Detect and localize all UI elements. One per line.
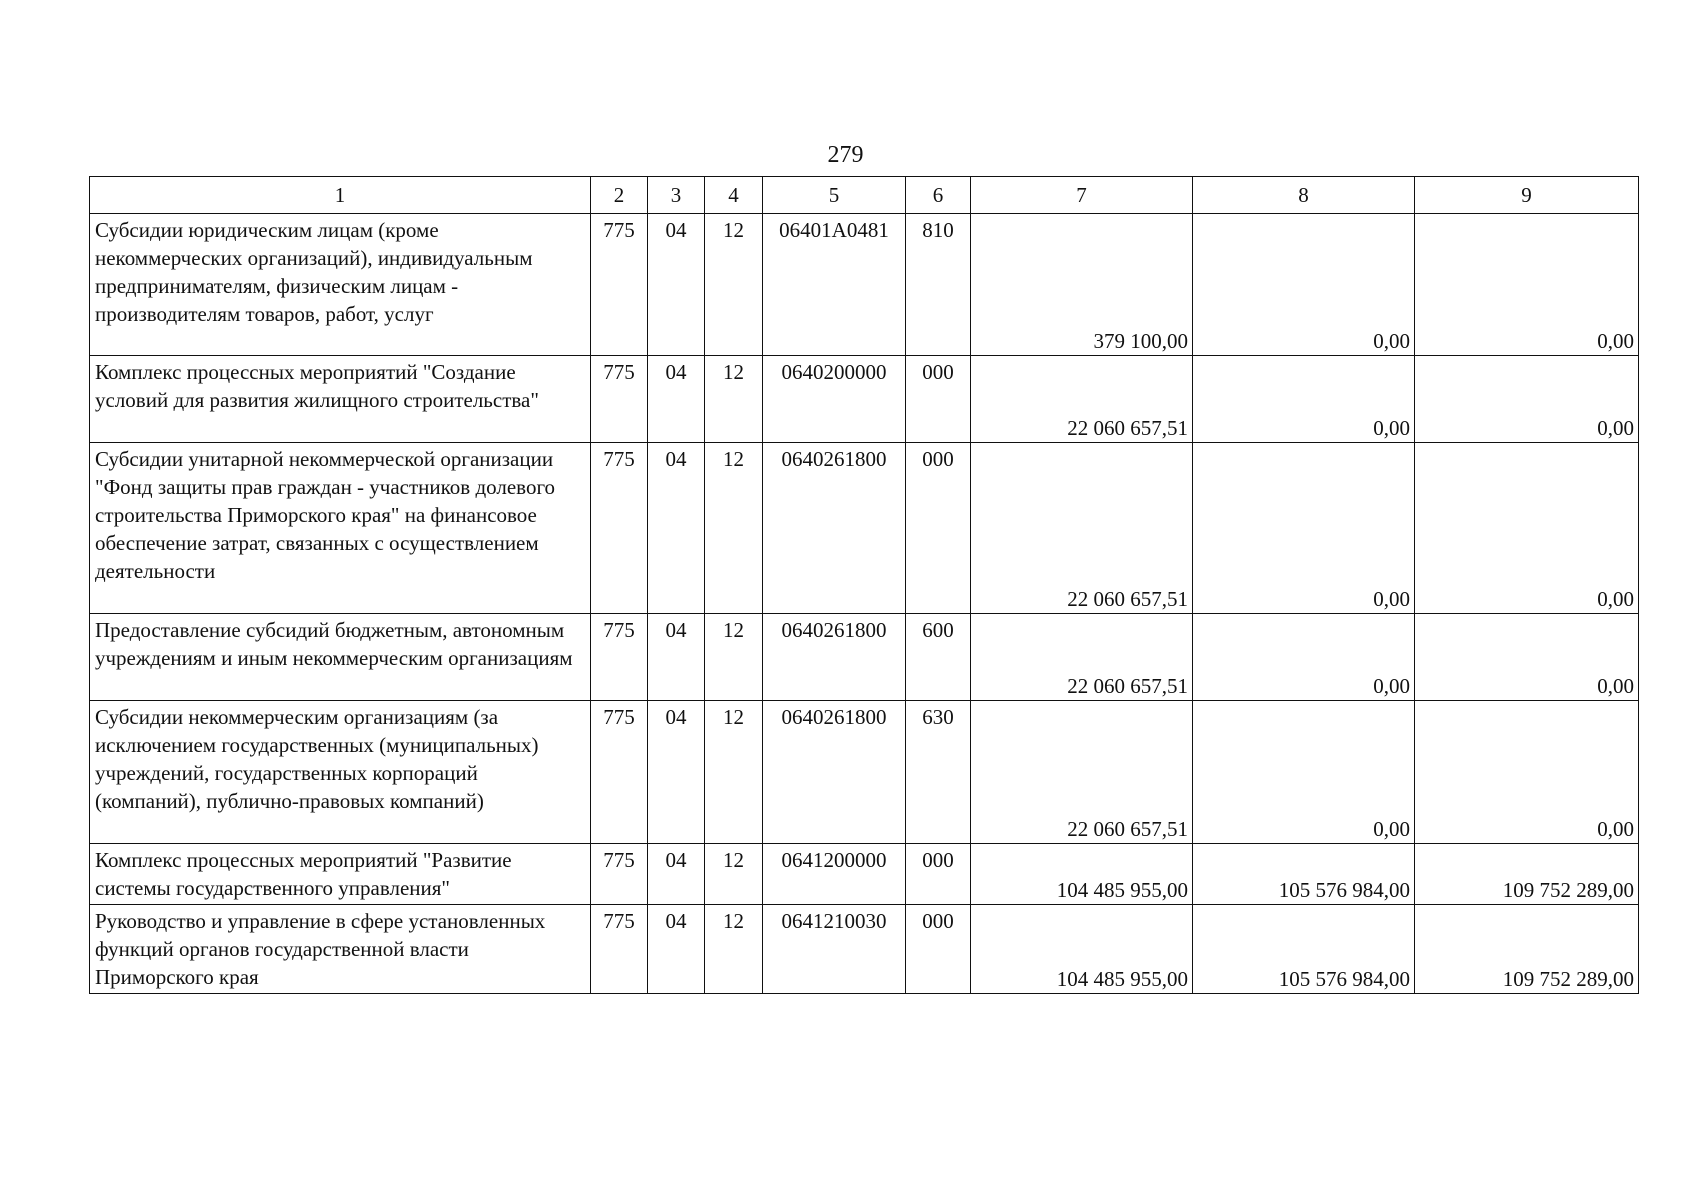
row-code-6: 000	[906, 443, 971, 614]
header-cell: 9	[1415, 177, 1639, 214]
row-code-6: 630	[906, 701, 971, 844]
header-cell: 6	[906, 177, 971, 214]
row-code-3: 04	[648, 905, 705, 994]
table-row	[90, 614, 1639, 701]
table-row	[90, 356, 1639, 443]
row-amount-7: 22 060 657,51	[971, 614, 1193, 701]
row-amount-8: 105 576 984,00	[1193, 844, 1415, 905]
row-amount-7: 22 060 657,51	[971, 443, 1193, 614]
row-code-6: 000	[906, 905, 971, 994]
row-code-4: 12	[705, 614, 763, 701]
row-code-4: 12	[705, 905, 763, 994]
table-row	[90, 905, 1639, 994]
row-code-2: 775	[591, 905, 648, 994]
table-row	[90, 844, 1639, 905]
row-amount-8: 105 576 984,00	[1193, 905, 1415, 994]
table-row	[90, 214, 1639, 356]
row-code-5: 0640261800	[763, 614, 906, 701]
row-amount-8: 0,00	[1193, 214, 1415, 356]
row-code-4: 12	[705, 214, 763, 356]
row-code-6: 600	[906, 614, 971, 701]
row-name: Предоставление субсидий бюджетным, автономным учреждениям и иным некоммерческим организациям	[90, 614, 591, 701]
budget-table	[89, 176, 1639, 994]
row-code-4: 12	[705, 356, 763, 443]
row-name: Субсидии некоммерческим организациям (за исключением государственных (муниципальных) учреждений, государственных корпораций (компаний), публично-правовых компаний)	[90, 701, 591, 844]
row-amount-7: 104 485 955,00	[971, 905, 1193, 994]
row-amount-8: 0,00	[1193, 614, 1415, 701]
row-amount-9: 0,00	[1415, 701, 1639, 844]
row-code-3: 04	[648, 844, 705, 905]
row-code-3: 04	[648, 443, 705, 614]
row-amount-8: 0,00	[1193, 356, 1415, 443]
row-name: Субсидии юридическим лицам (кроме некоммерческих организаций), индивидуальным предпринимателям, физическим лицам - производителям товаров, работ, услуг	[90, 214, 591, 356]
header-cell: 7	[971, 177, 1193, 214]
row-amount-9: 0,00	[1415, 214, 1639, 356]
row-amount-8: 0,00	[1193, 701, 1415, 844]
header-cell: 3	[648, 177, 705, 214]
row-amount-7: 379 100,00	[971, 214, 1193, 356]
row-amount-9: 109 752 289,00	[1415, 905, 1639, 994]
header-row	[90, 177, 1639, 214]
row-code-5: 0641210030	[763, 905, 906, 994]
header-cell: 4	[705, 177, 763, 214]
row-name: Руководство и управление в сфере установленных функций органов государственной власти Приморского края	[90, 905, 591, 994]
header-cell: 8	[1193, 177, 1415, 214]
row-code-4: 12	[705, 443, 763, 614]
row-name: Комплекс процессных мероприятий "Создание условий для развития жилищного строительства"	[90, 356, 591, 443]
row-name: Субсидии унитарной некоммерческой организации "Фонд защиты прав граждан - участников долевого строительства Приморского края" на финансовое обеспечение затрат, связанных с осуществлением деятельности	[90, 443, 591, 614]
row-code-2: 775	[591, 214, 648, 356]
row-amount-7: 22 060 657,51	[971, 701, 1193, 844]
row-amount-7: 22 060 657,51	[971, 356, 1193, 443]
row-amount-9: 0,00	[1415, 356, 1639, 443]
row-code-6: 000	[906, 356, 971, 443]
row-name: Комплекс процессных мероприятий "Развитие системы государственного управления"	[90, 844, 591, 905]
row-amount-9: 0,00	[1415, 614, 1639, 701]
row-amount-7: 104 485 955,00	[971, 844, 1193, 905]
row-code-4: 12	[705, 844, 763, 905]
header-cell: 1	[90, 177, 591, 214]
row-code-2: 775	[591, 356, 648, 443]
row-code-2: 775	[591, 614, 648, 701]
row-code-5: 0641200000	[763, 844, 906, 905]
row-code-5: 0640261800	[763, 443, 906, 614]
row-code-5: 0640261800	[763, 701, 906, 844]
table-row	[90, 443, 1639, 614]
row-amount-9: 0,00	[1415, 443, 1639, 614]
row-code-3: 04	[648, 614, 705, 701]
row-amount-8: 0,00	[1193, 443, 1415, 614]
header-cell: 5	[763, 177, 906, 214]
page-number: 279	[827, 142, 864, 168]
row-code-2: 775	[591, 701, 648, 844]
row-code-2: 775	[591, 443, 648, 614]
row-code-4: 12	[705, 701, 763, 844]
row-code-6: 000	[906, 844, 971, 905]
row-code-3: 04	[648, 214, 705, 356]
row-code-3: 04	[648, 356, 705, 443]
row-code-5: 06401A0481	[763, 214, 906, 356]
row-code-2: 775	[591, 844, 648, 905]
header-cell: 2	[591, 177, 648, 214]
row-code-5: 0640200000	[763, 356, 906, 443]
row-code-6: 810	[906, 214, 971, 356]
row-code-3: 04	[648, 701, 705, 844]
table-row	[90, 701, 1639, 844]
row-amount-9: 109 752 289,00	[1415, 844, 1639, 905]
